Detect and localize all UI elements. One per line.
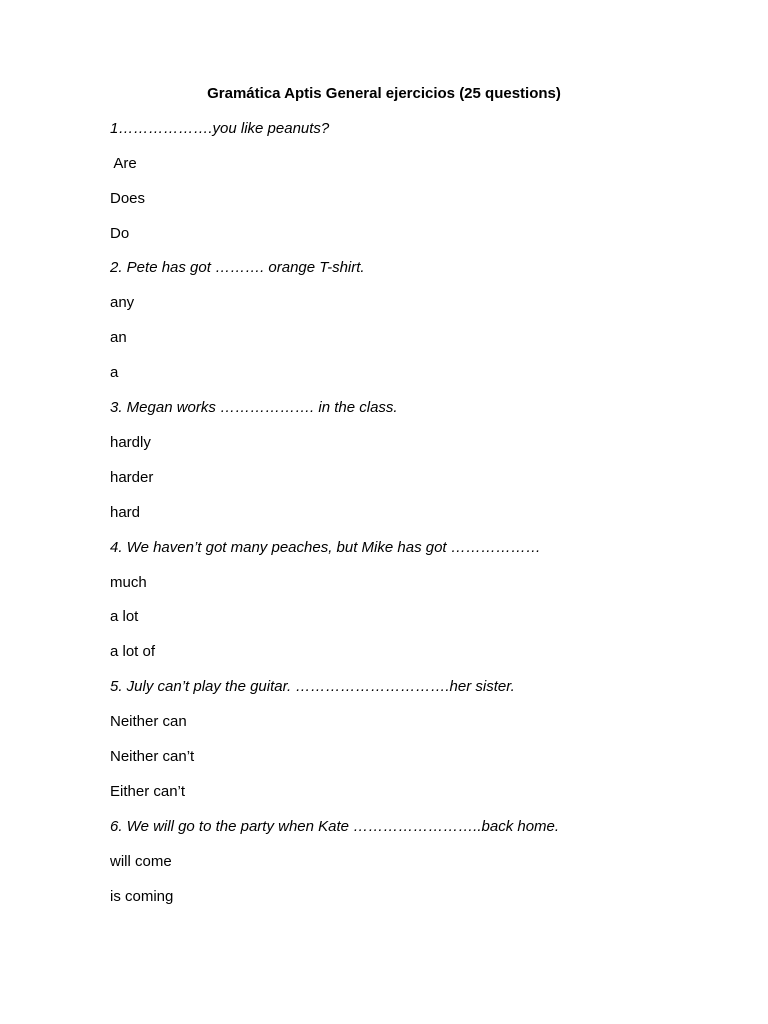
question-3-option-1: hardly: [110, 434, 151, 451]
question-3: 3. Megan works ………………. in the class.: [110, 399, 398, 416]
question-1: 1……………….you like peanuts?: [110, 120, 330, 137]
question-6-option-1: will come: [110, 853, 172, 870]
question-5: 5. July can’t play the guitar. ………………………….her sister.: [110, 678, 515, 695]
question-2-option-3: a: [110, 364, 119, 381]
question-4-option-1: much: [110, 574, 147, 591]
question-4: 4. We haven’t got many peaches, but Mike has got ………………: [110, 539, 541, 556]
question-6: 6. We will go to the party when Kate ……………………..back home.: [110, 818, 560, 835]
document-title: Gramática Aptis General ejercicios (25 questions): [207, 85, 561, 102]
question-3-option-2: harder: [110, 469, 154, 486]
question-2-option-2: an: [110, 329, 127, 346]
question-6-option-2: is coming: [110, 888, 174, 905]
question-4-option-2: a lot: [110, 608, 139, 625]
question-5-option-2: Neither can’t: [110, 748, 195, 765]
question-4-option-3: a lot of: [110, 643, 156, 660]
question-2-option-1: any: [110, 294, 135, 311]
question-5-option-3: Either can’t: [110, 783, 186, 800]
question-3-option-3: hard: [110, 504, 141, 521]
question-2: 2. Pete has got ………. orange T-shirt.: [110, 259, 365, 276]
question-1-option-2: Does: [110, 190, 146, 207]
question-1-option-3: Do: [110, 225, 130, 242]
question-1-option-1: Are: [110, 155, 137, 172]
question-5-option-1: Neither can: [110, 713, 187, 730]
